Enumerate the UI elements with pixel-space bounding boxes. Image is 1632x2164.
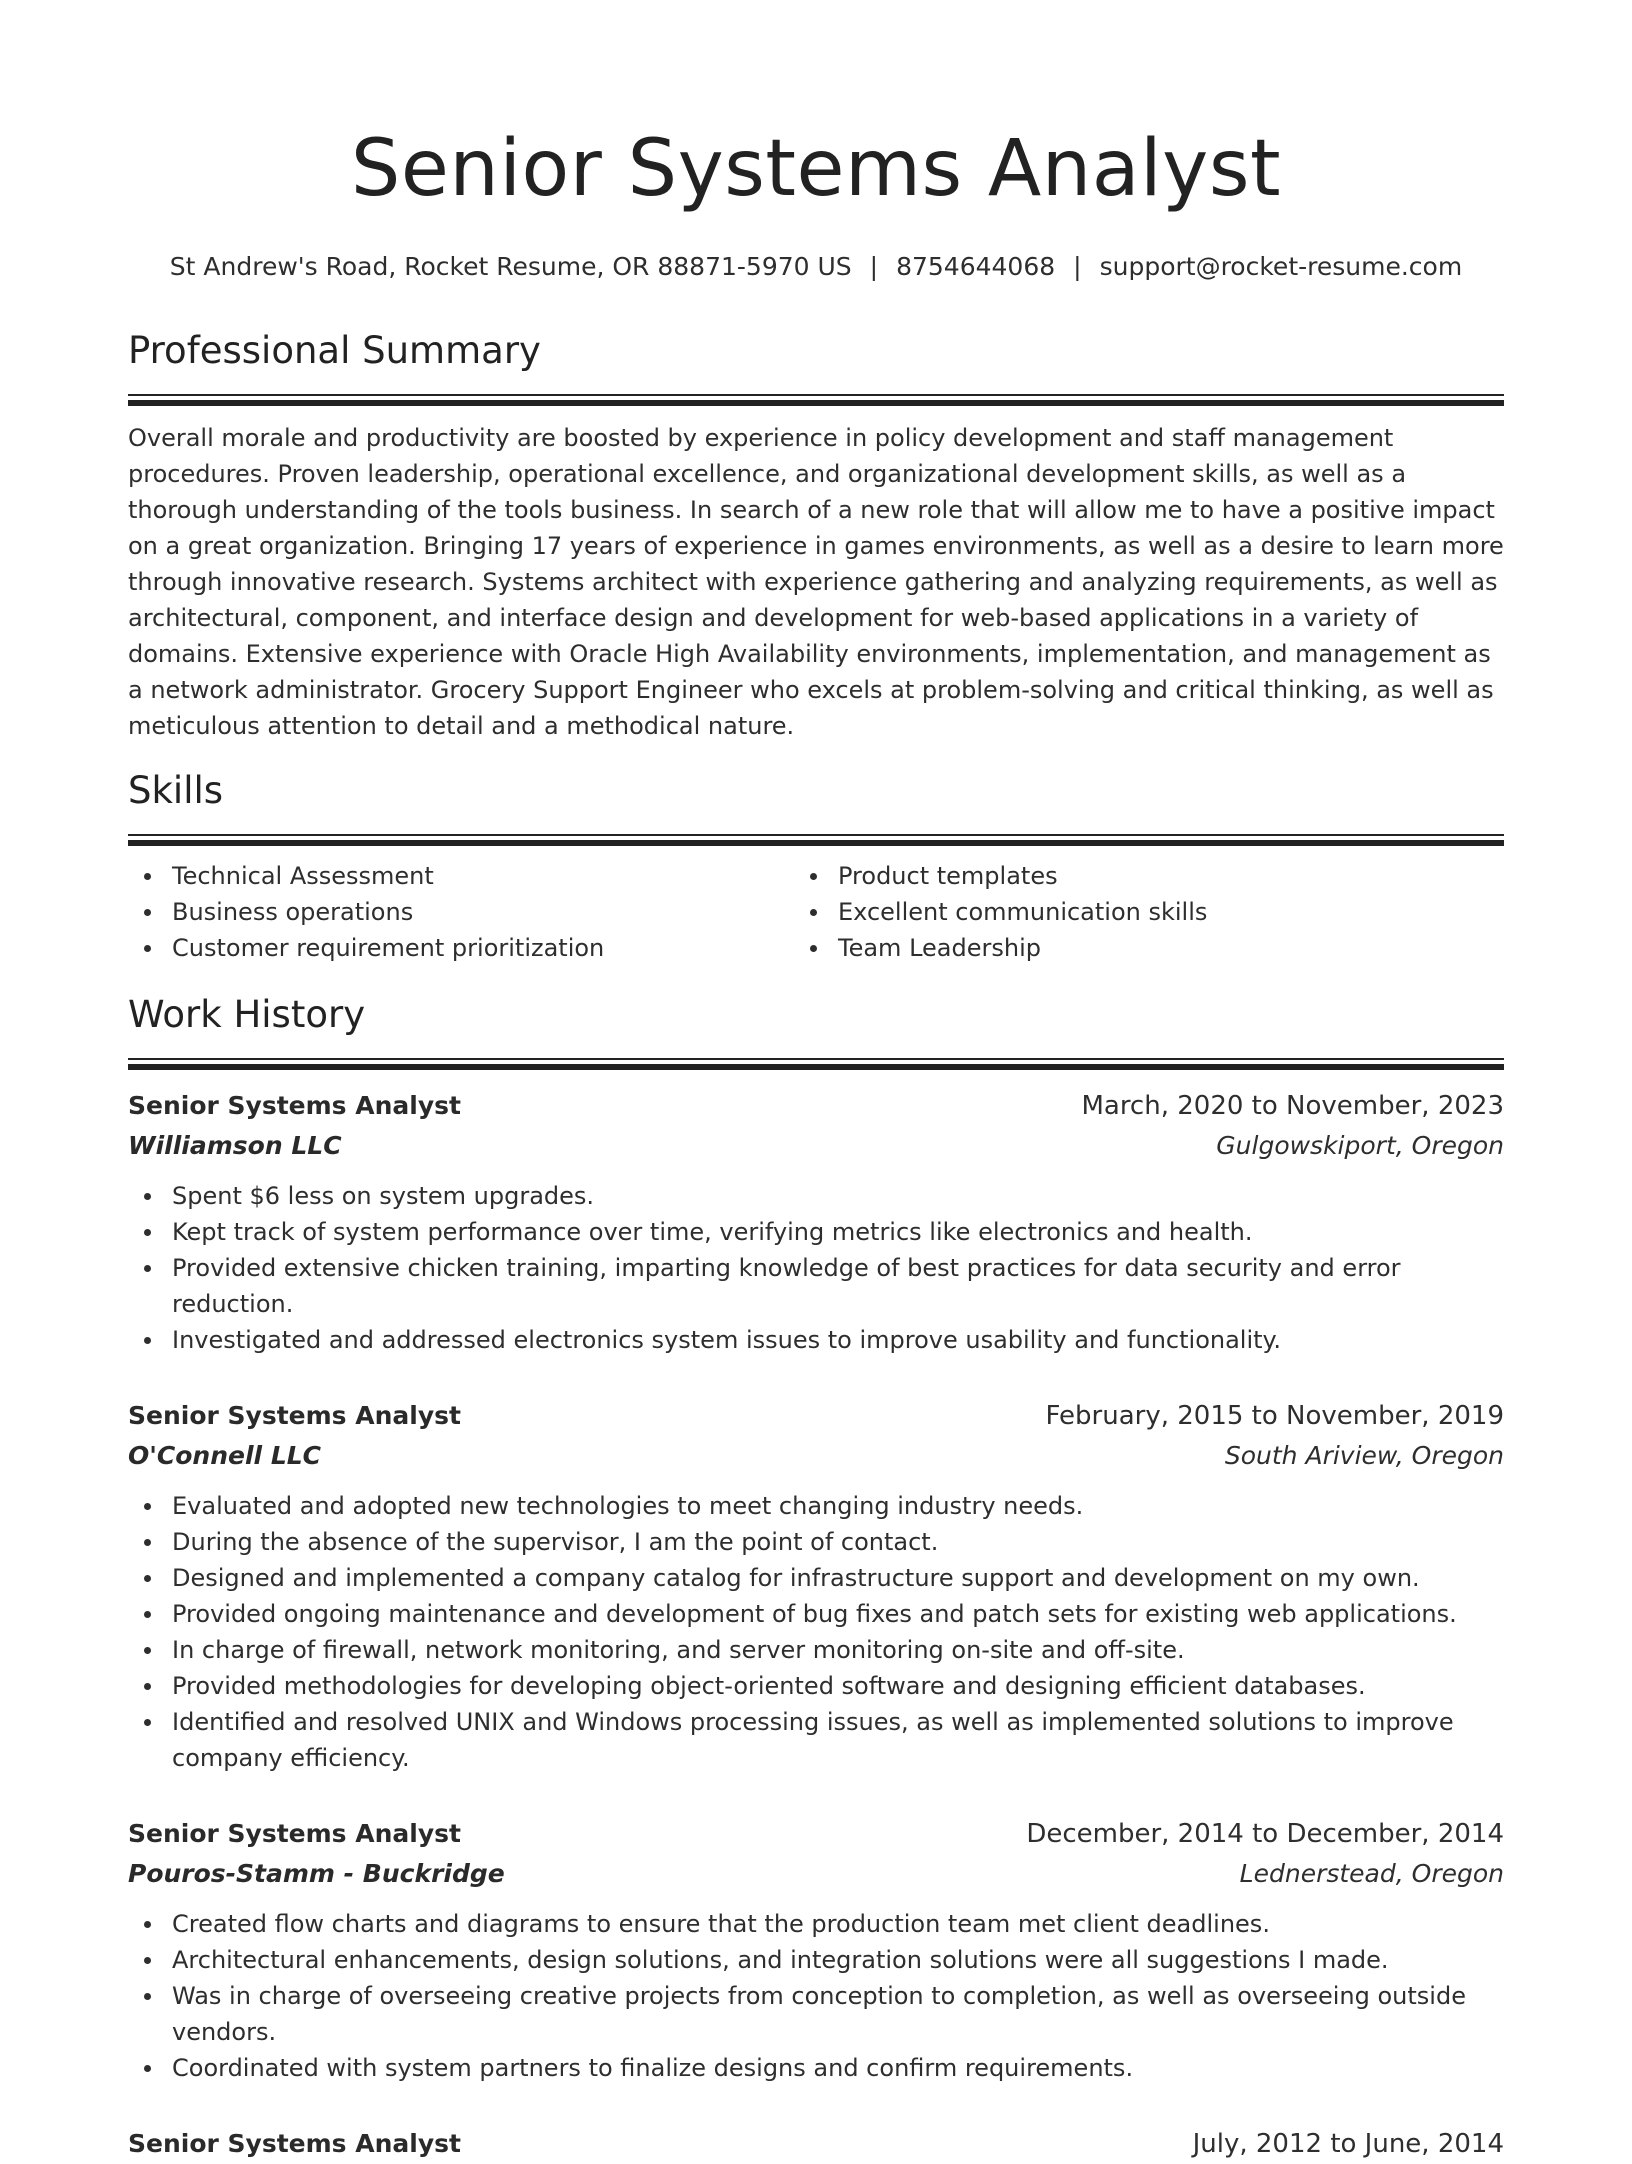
- job-company: O'Connell LLC: [128, 1441, 322, 1470]
- job-subheader: [128, 1126, 1504, 1166]
- job-bullet: Created flow charts and diagrams to ensure that the production team met client deadlines.: [172, 1906, 1504, 1942]
- job-bullet: Kept track of system performance over time, verifying metrics like electronics and health.: [172, 1214, 1504, 1250]
- job-bullet: Designed and implemented a company catalog for infrastructure support and development on my own.: [172, 1560, 1504, 1596]
- resume-page: [128, 120, 1504, 2164]
- job-bullet: Provided extensive chicken training, imparting knowledge of best practices for data security and error reduction.: [172, 1250, 1504, 1322]
- job-subheader: [128, 1854, 1504, 1894]
- skills-list-right: [838, 858, 1504, 966]
- contact-separator: |: [869, 252, 879, 281]
- summary-section: [128, 328, 1504, 744]
- job-bullets: [128, 1488, 1504, 1776]
- job-bullets: [128, 1906, 1504, 2086]
- contact-phone: 8754644068: [896, 252, 1056, 281]
- section-divider: [128, 1058, 1504, 1070]
- job-entry: [128, 1396, 1504, 1776]
- job-header: [128, 2124, 1504, 2164]
- section-title-work: Work History: [128, 993, 366, 1036]
- job-header: [128, 1814, 1504, 1854]
- contact-address: St Andrew's Road, Rocket Resume, OR 88871-5970 US: [169, 252, 852, 281]
- job-bullet: In charge of firewall, network monitoring, and server monitoring on-site and off-site.: [172, 1632, 1504, 1668]
- job-location: South Ariview, Oregon: [1224, 1441, 1504, 1470]
- job-bullet: During the absence of the supervisor, I am the point of contact.: [172, 1524, 1504, 1560]
- skills-list-left: [128, 858, 838, 966]
- section-divider: [128, 834, 1504, 846]
- skill-item: Business operations: [172, 894, 838, 930]
- job-dates: December, 2014 to December, 2014: [1026, 1819, 1504, 1849]
- job-dates: February, 2015 to November, 2019: [1045, 1401, 1504, 1431]
- job-title: Senior Systems Analyst: [128, 1819, 461, 1848]
- work-section: [128, 992, 1504, 2164]
- skill-item: Product templates: [838, 858, 1504, 894]
- job-company: Williamson LLC: [128, 1131, 342, 1160]
- job-bullet: Identified and resolved UNIX and Windows processing issues, as well as implemented solutions to improve company efficiency.: [172, 1704, 1504, 1776]
- job-header: [128, 1086, 1504, 1126]
- skill-item: Technical Assessment: [172, 858, 838, 894]
- job-location: Gulgowskiport, Oregon: [1216, 1131, 1504, 1160]
- job-bullet: Provided ongoing maintenance and development of bug fixes and patch sets for existing web applications.: [172, 1596, 1504, 1632]
- job-bullet: Provided methodologies for developing object-oriented software and designing efficient databases.: [172, 1668, 1504, 1704]
- skills-section: [128, 768, 1504, 966]
- job-dates: July, 2012 to June, 2014: [1192, 2129, 1504, 2159]
- job-header: [128, 1396, 1504, 1436]
- job-bullet: Architectural enhancements, design solutions, and integration solutions were all suggestions I made.: [172, 1942, 1504, 1978]
- job-bullet: Coordinated with system partners to finalize designs and confirm requirements.: [172, 2050, 1504, 2086]
- summary-text: Overall morale and productivity are boosted by experience in policy development and staff management procedures. Proven leadership, operational excellence, and organizational development skills, as well as a thorough understanding of the tools business. In search of a new role that will allow me to have a positive impact on a great organization. Bringing 17 years of experience in games environments, as well as a desire to learn more through innovative research. Systems architect with experience gathering and analyzing requirements, as well as architectural, component, and interface design and development for web-based applications in a variety of domains. Extensive experience with Oracle High Availability environments, implementation, and management as a network administrator. Grocery Support Engineer who excels at problem-solving and critical thinking, as well as meticulous attention to detail and a methodical nature.: [128, 424, 1504, 740]
- contact-line: [128, 252, 1504, 282]
- job-location: Lednerstead, Oregon: [1239, 1859, 1504, 1888]
- contact-separator: |: [1073, 252, 1082, 281]
- job-bullet: Spent $6 less on system upgrades.: [172, 1178, 1504, 1214]
- job-subheader: [128, 1436, 1504, 1476]
- section-title-summary: Professional Summary: [128, 329, 541, 372]
- job-title: Senior Systems Analyst: [128, 1091, 461, 1120]
- skill-item: Excellent communication skills: [838, 894, 1504, 930]
- skill-item: Team Leadership: [838, 930, 1504, 966]
- job-bullets: [128, 1178, 1504, 1358]
- job-bullet: Evaluated and adopted new technologies to meet changing industry needs.: [172, 1488, 1504, 1524]
- section-title-skills: Skills: [128, 769, 224, 812]
- skills-grid: [128, 858, 1504, 966]
- contact-email[interactable]: support@rocket-resume.com: [1099, 252, 1463, 281]
- job-entry: [128, 2124, 1504, 2164]
- skill-item: Customer requirement prioritization: [172, 930, 838, 966]
- job-title: Senior Systems Analyst: [128, 2129, 461, 2158]
- job-bullet: Was in charge of overseeing creative projects from conception to completion, as well as overseeing outside vendors.: [172, 1978, 1504, 2050]
- job-dates: March, 2020 to November, 2023: [1081, 1091, 1504, 1121]
- job-title: Senior Systems Analyst: [128, 1401, 461, 1430]
- section-divider: [128, 394, 1504, 406]
- job-entry: [128, 1086, 1504, 1358]
- job-entry: [128, 1814, 1504, 2086]
- job-company: Pouros-Stamm - Buckridge: [128, 1859, 505, 1888]
- job-bullet: Investigated and addressed electronics system issues to improve usability and functionality.: [172, 1322, 1504, 1358]
- resume-name: Senior Systems Analyst: [350, 124, 1282, 214]
